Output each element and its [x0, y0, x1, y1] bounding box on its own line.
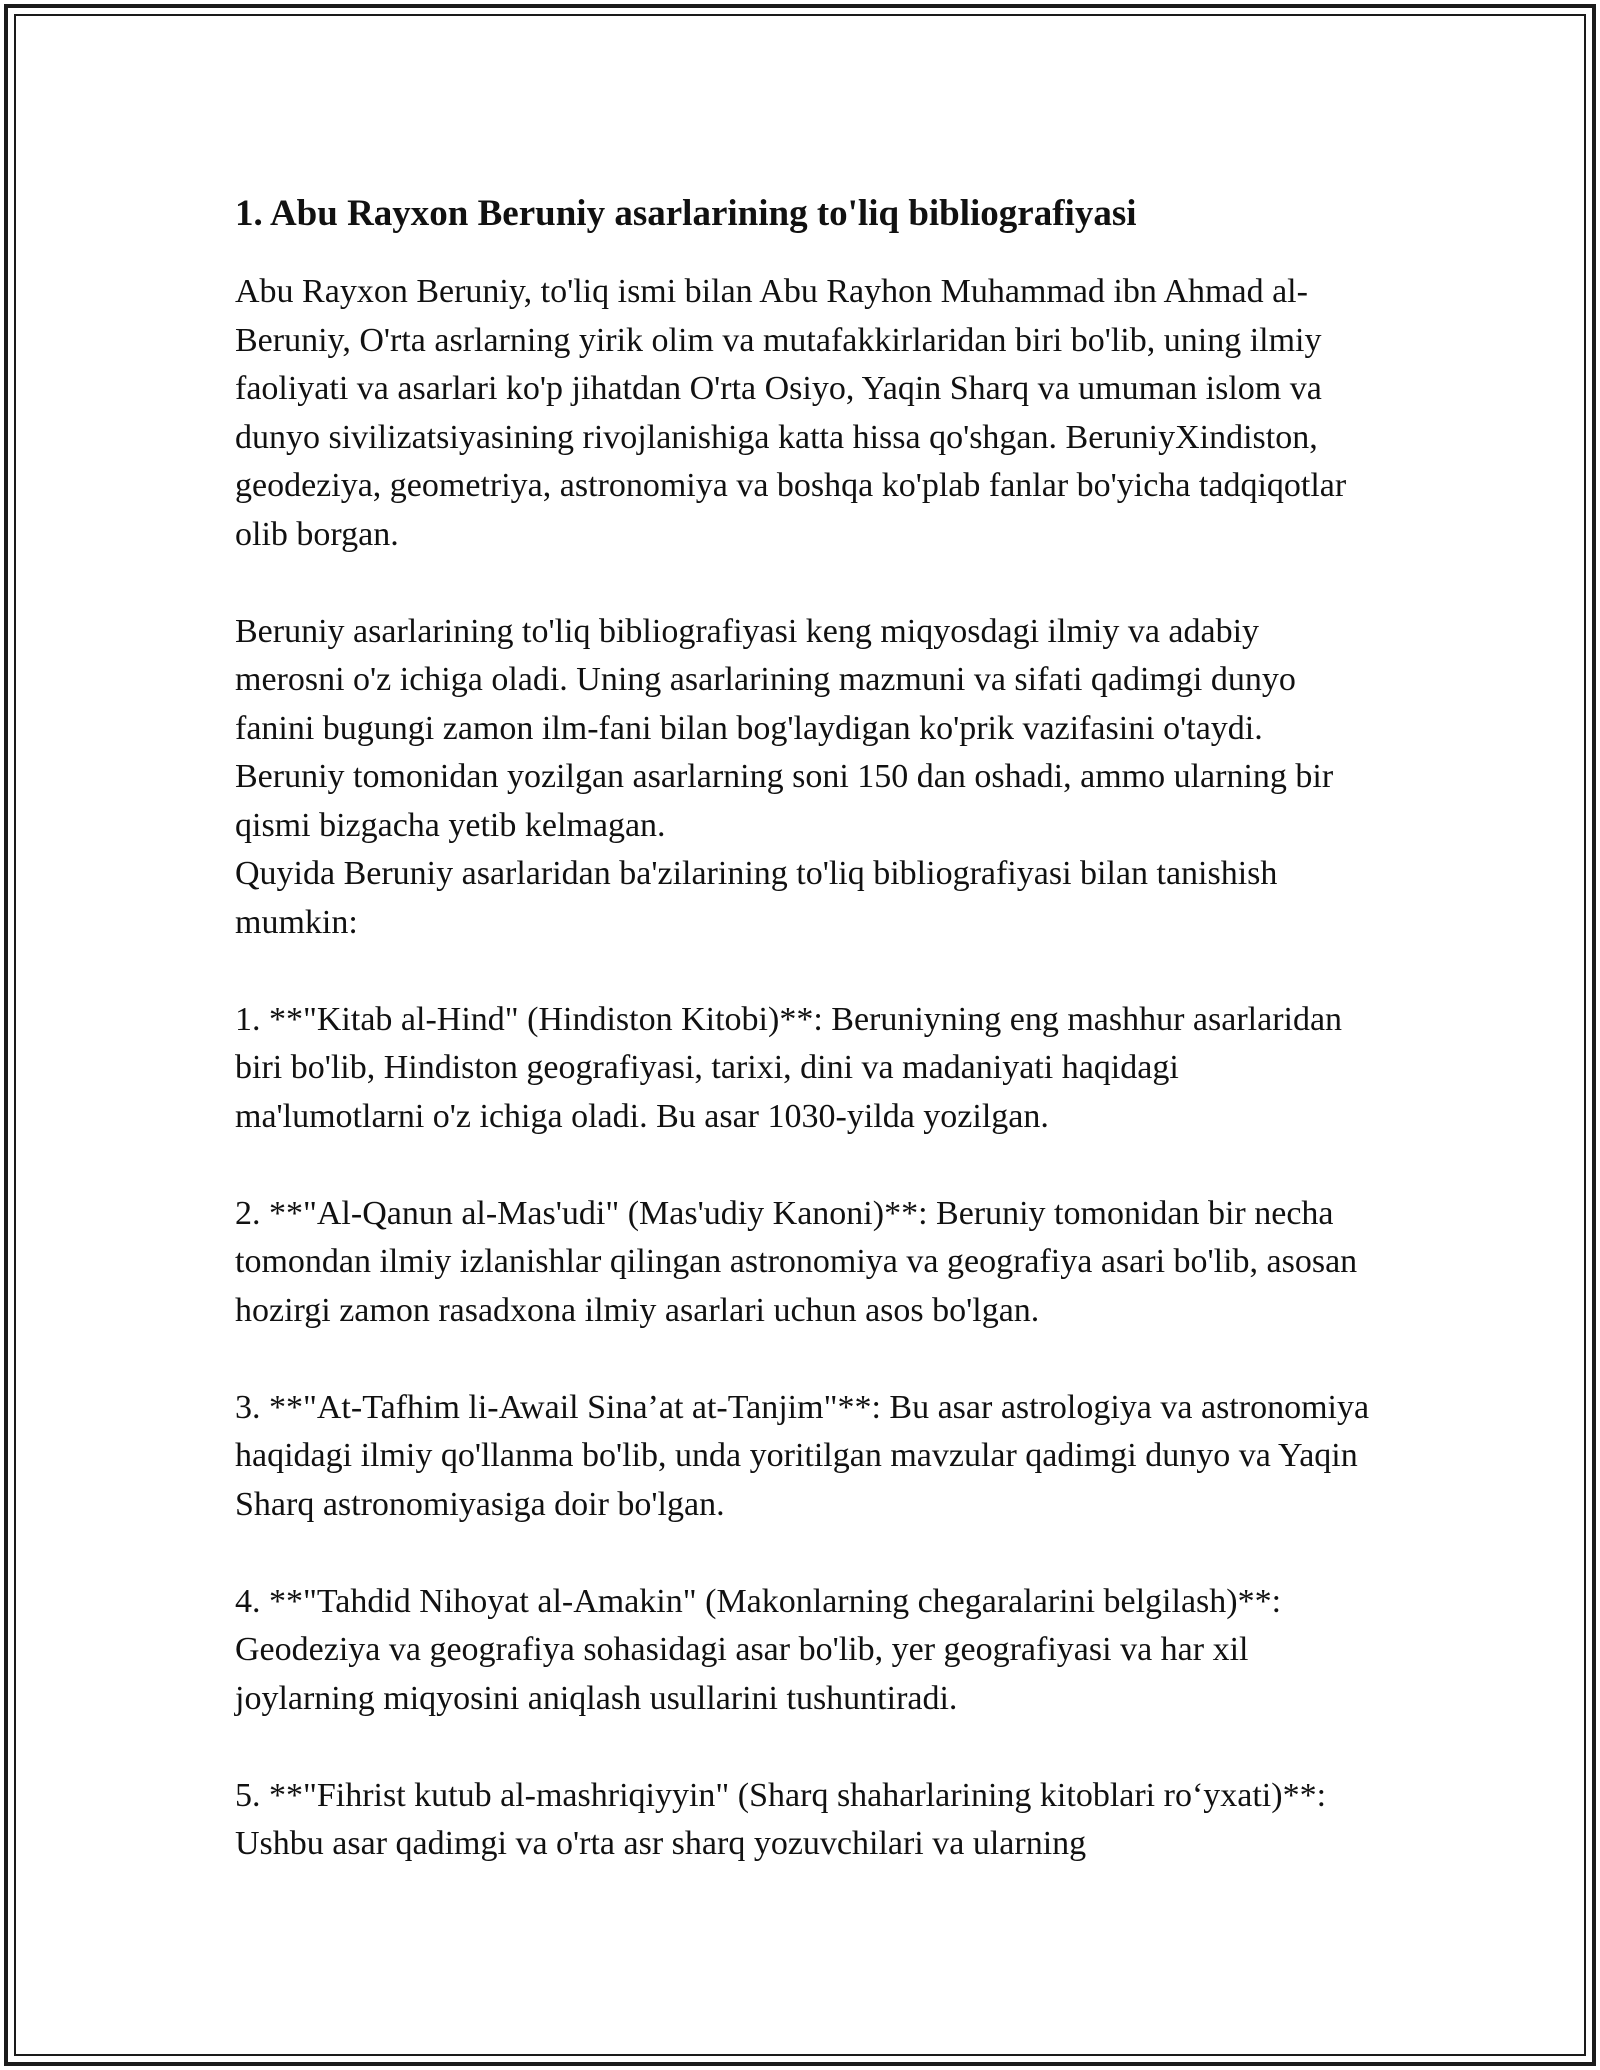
work-item-tahdid: 4. **"Tahdid Nihoyat al-Amakin" (Makonlarning chegaralarini belgilash)**: Geodeziya va geografiya sohasidagi asar bo'lib, yer geografiyasi va har xil joylarning miqyosini aniqlash usullarini tushuntiradi. [235, 1582, 1290, 1717]
paragraph-spacer [235, 1723, 1375, 1772]
intro-paragraph: Abu Rayxon Beruniy, to'liq ismi bilan Abu Rayhon Muhammad ibn Ahmad al-Beruniy, O'rta asrlarning yirik olim va mutafakkirlaridan biri bo'lib, uning ilmiy faoliyati va asarlari ko'p jihatdan O'rta Osiyo, Yaqin Sharq va umuman islom va dunyo sivilizatsiyasining rivojlanishiga katta hissa qo'shgan. BeruniyXindiston, geodeziya, geometriya, astronomiya va boshqa ko'plab fanlar bo'yicha tadqiqotlar olib borgan. [235, 273, 1355, 553]
document-title: 1. Abu Rayxon Beruniy asarlarining to'liq bibliografiyasi [235, 193, 1137, 234]
lead-in-paragraph: Quyida Beruniy asarlaridan ba'zilarining to'liq bibliografiyasi bilan tanishish mumkin: [235, 855, 1286, 941]
paragraph-spacer [235, 947, 1375, 996]
paragraph-spacer [235, 1335, 1375, 1384]
work-item-kitab-al-hind: 1. **"Kitab al-Hind" (Hindiston Kitobi)**: Beruniyning eng mashhur asarlaridan biri bo'lib, Hindiston geografiyasi, tarixi, dini va madaniyati haqidagi ma'lumotlarni o'z ichiga oladi. Bu asar 1030-yilda yozilgan. [235, 1000, 1351, 1135]
work-item-at-tafhim: 3. **"At-Tafhim li-Awail Sina’at at-Tanjim"**: Bu asar astrologiya va astronomiya haqidagi ilmiy qo'llanma bo'lib, unda yoritilgan mavzular qadimgi dunyo va Yaqin Sharq astronomiyasiga doir bo'lgan. [235, 1388, 1378, 1523]
paragraph-spacer [235, 1529, 1375, 1578]
document-body [235, 186, 1378, 1869]
work-item-al-qanun: 2. **"Al-Qanun al-Mas'udi" (Mas'udiy Kanoni)**: Beruniy tomonidan bir necha tomondan ilmiy izlanishlar qilingan astronomiya va geografiya asari bo'lib, asosan hozirgi zamon rasadxona ilmiy asarlari uchun asos bo'lgan. [235, 1194, 1366, 1329]
overview-paragraph: Beruniy asarlarining to'liq bibliografiyasi keng miqyosdagi ilmiy va adabiy merosni o'z ichiga oladi. Uning asarlarining mazmuni va sifati qadimgi dunyo fanini bugungi zamon ilm-fani bilan bog'laydigan ko'prik vazifasini o'taydi. Beruniy tomonidan yozilgan asarlarning soni 150 dan oshadi, ammo ularning bir qismi bizgacha yetib kelmagan. [235, 612, 1342, 844]
work-item-fihrist: 5. **"Fihrist kutub al-mashriqiyyin" (Sharq shaharlarining kitoblari ro‘yxati)**: Ushbu asar qadimgi va o'rta asr sharq yozuvchilari va ularning [235, 1776, 1335, 1862]
paragraph-spacer [235, 559, 1375, 608]
paragraph-spacer [235, 1141, 1375, 1190]
